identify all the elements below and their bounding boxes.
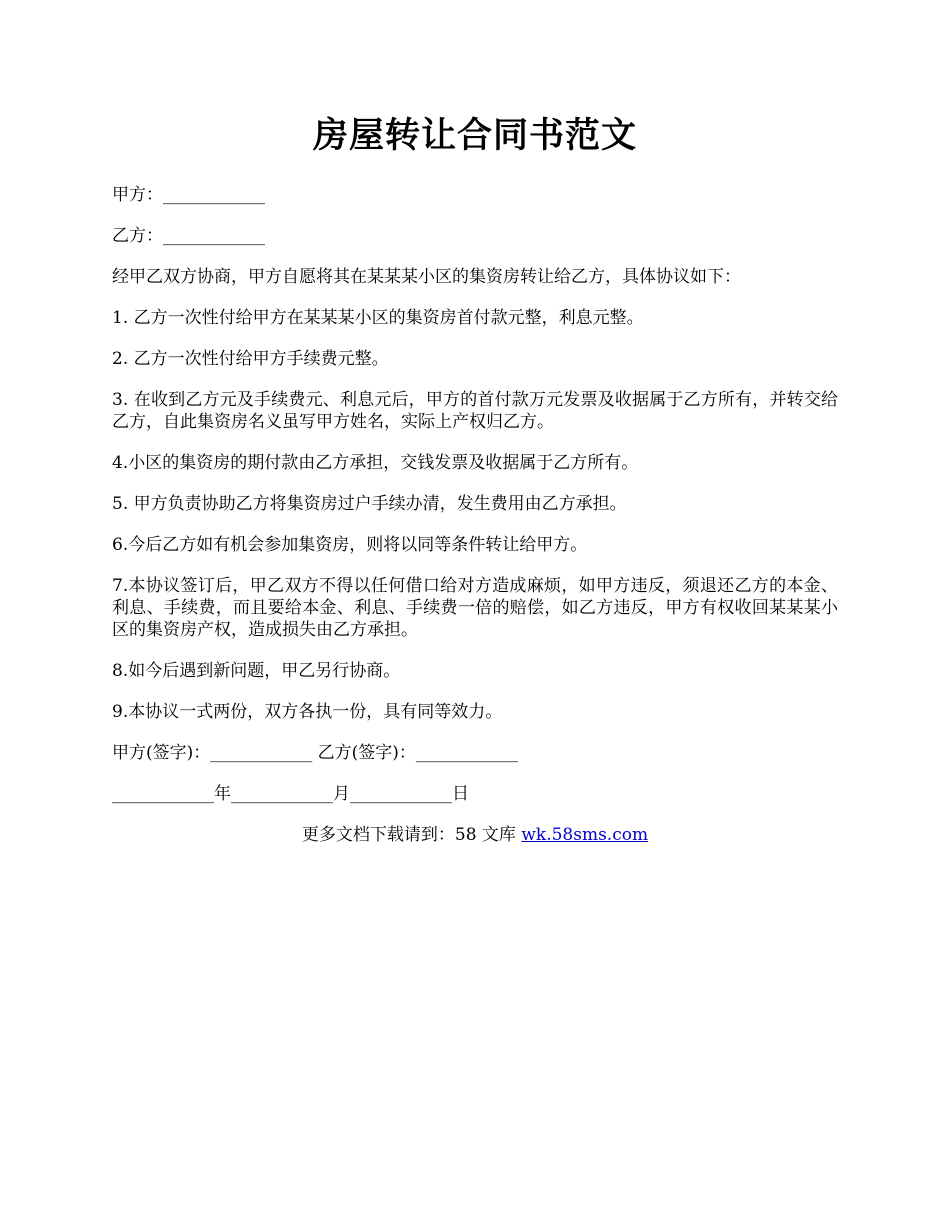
party-a-line: 甲方：____________ [112, 185, 265, 205]
signature-line: 甲方(签字)：____________ 乙方(签字)：____________ [112, 743, 518, 763]
footer-text: 更多文档下载请到：58 文库 [301, 825, 522, 845]
clause-6: 6.今后乙方如有机会参加集资房，则将以同等条件转让给甲方。 [112, 535, 588, 555]
clause-2: 2. 乙方一次性付给甲方手续费元整。 [112, 349, 389, 369]
party-b-line: 乙方：____________ [112, 226, 265, 246]
clause-4: 4.小区的集资房的期付款由乙方承担，交钱发票及收据属于乙方所有。 [112, 453, 639, 473]
clause-9: 9.本协议一式两份，双方各执一份，具有同等效力。 [112, 702, 503, 722]
clause-7: 7.本协议签订后，甲乙双方不得以任何借口给对方造成麻烦，如甲方违反，须退还乙方的本金、利息、手续费，而且要给本金、利息、手续费一倍的赔偿，如乙方违反，甲方有权收回某某某小区的集资房产权，造成损失由乙方承担。 [112, 576, 838, 640]
date-line: ____________年____________月____________日 [112, 784, 469, 804]
clause-8: 8.如今后遇到新问题，甲乙另行协商。 [112, 661, 401, 681]
document-title: 房屋转让合同书范文 [312, 115, 637, 156]
clause-1: 1. 乙方一次性付给甲方在某某某小区的集资房首付款元整，利息元整。 [112, 308, 644, 328]
clause-3: 3. 在收到乙方元及手续费元、利息元后，甲方的首付款万元发票及收据属于乙方所有，并转交给乙方，自此集资房名义虽写甲方姓名，实际上产权归乙方。 [112, 390, 838, 432]
footer-link[interactable]: wk.58sms.com [521, 825, 649, 845]
footer-line [112, 824, 838, 846]
intro-paragraph: 经甲乙双方协商，甲方自愿将其在某某某小区的集资房转让给乙方，具体协议如下： [112, 267, 741, 287]
clause-5: 5. 甲方负责协助乙方将集资房过户手续办清，发生费用由乙方承担。 [112, 494, 627, 514]
